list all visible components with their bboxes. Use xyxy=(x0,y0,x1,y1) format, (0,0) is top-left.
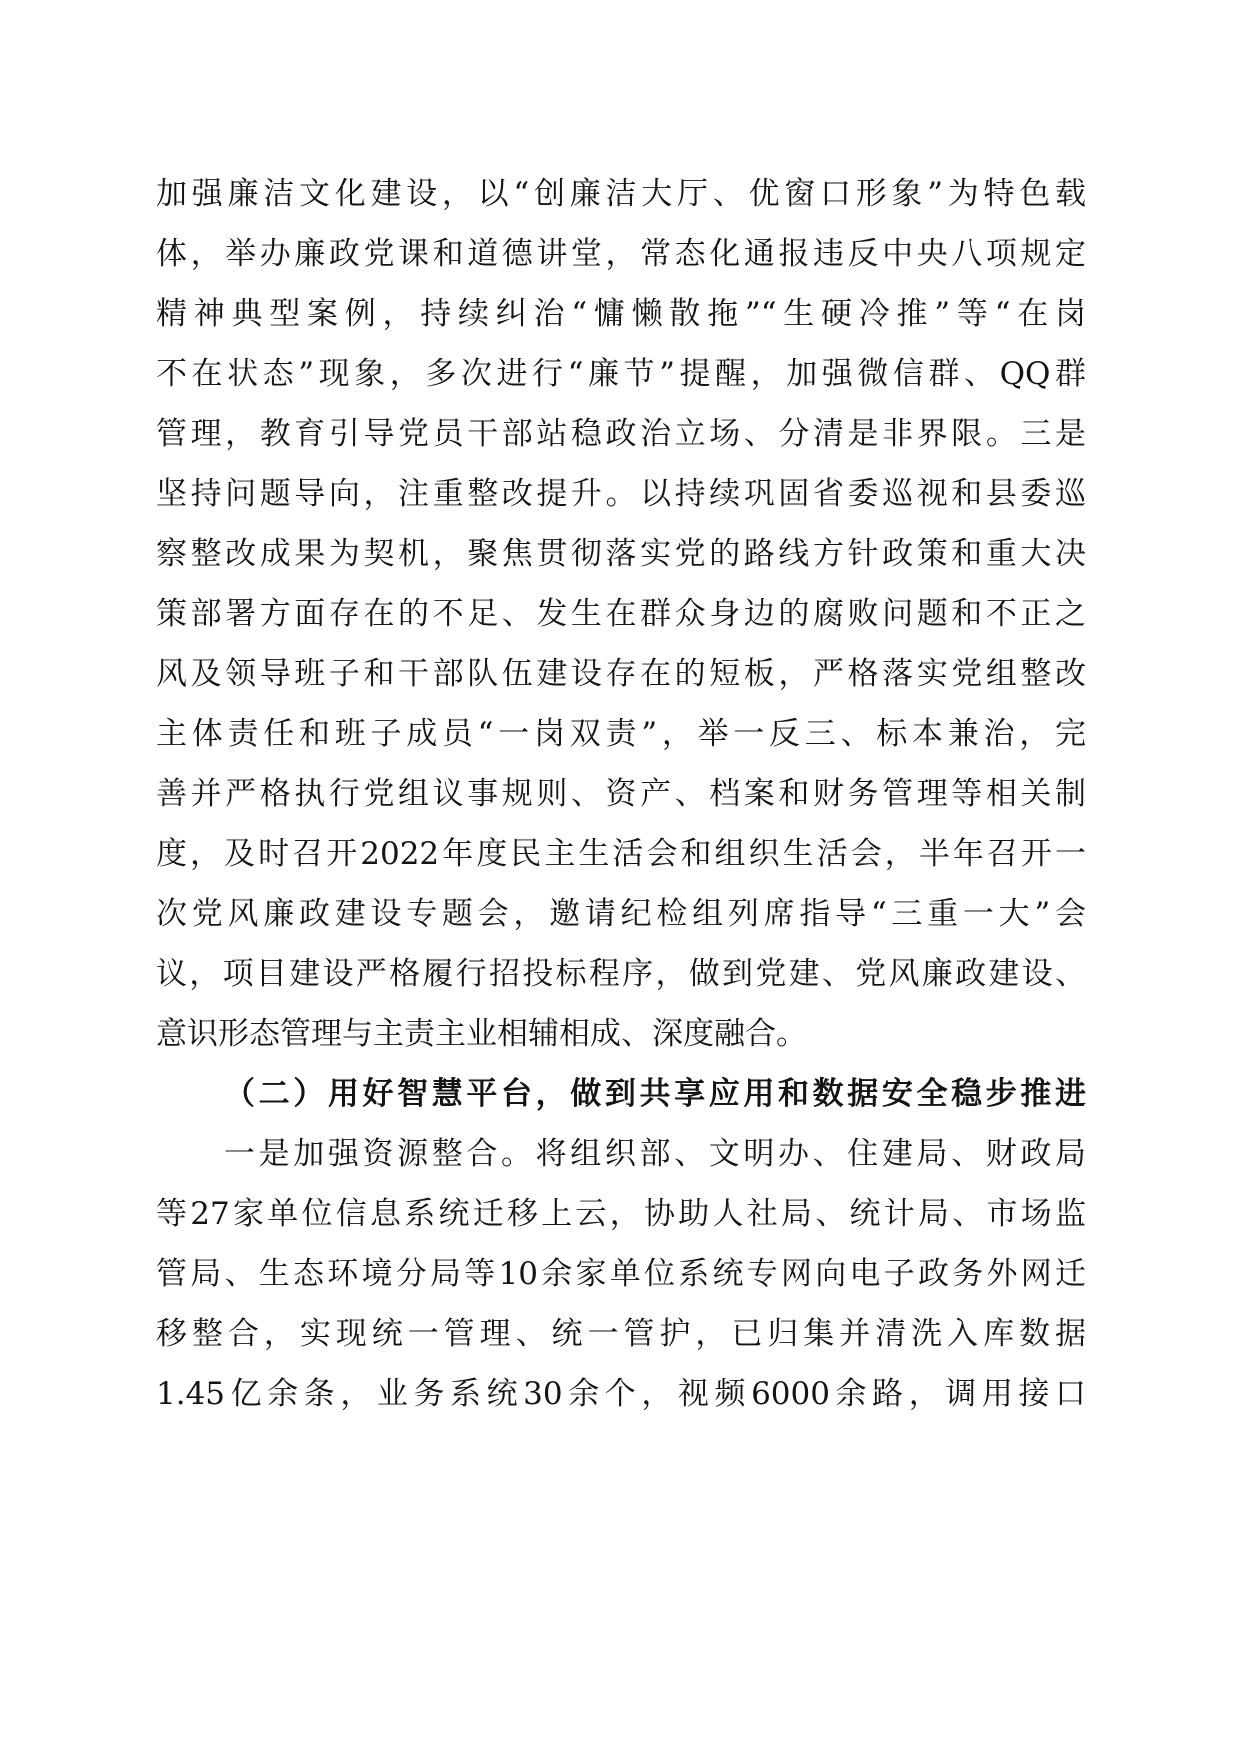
paragraph-line: 一是加强资源整合。将组织部、文明办、住建局、财政局 xyxy=(224,1136,1086,1172)
paragraph-line: 次党风廉政建设专题会，邀请纪检组列席指导“三重一大”会 xyxy=(156,896,1086,932)
paragraph-line: 察整改成果为契机，聚焦贯彻落实党的路线方针政策和重大决 xyxy=(156,536,1086,572)
paragraph-line: 不在状态”现象，多次进行“廉节”提醒，加强微信群、QQ群 xyxy=(156,356,1086,392)
paragraph-line: 坚持问题导向，注重整改提升。以持续巩固省委巡视和县委巡 xyxy=(156,476,1086,512)
paragraph-line: 主体责任和班子成员“一岗双责”，举一反三、标本兼治，完 xyxy=(156,716,1086,752)
paragraph-line: 1.45亿余条，业务系统30余个，视频6000余路，调用接口 xyxy=(156,1376,1086,1412)
paragraph-line: 移整合，实现统一管理、统一管护，已归集并清洗入库数据 xyxy=(156,1316,1086,1352)
paragraph-line: 管理，教育引导党员干部站稳政治立场、分清是非界限。三是 xyxy=(156,416,1086,452)
paragraph-line: 议，项目建设严格履行招投标程序，做到党建、党风廉政建设、 xyxy=(156,956,1086,992)
paragraph-line: 等27家单位信息系统迁移上云，协助人社局、统计局、市场监 xyxy=(156,1196,1086,1232)
paragraph-line: 管局、生态环境分局等10余家单位系统专网向电子政务外网迁 xyxy=(156,1256,1086,1292)
paragraph-line: 体，举办廉政党课和道德讲堂，常态化通报违反中央八项规定 xyxy=(156,236,1086,272)
paragraph-line: 加强廉洁文化建设，以“创廉洁大厅、优窗口形象”为特色载 xyxy=(156,176,1086,212)
paragraph-line: 风及领导班子和干部队伍建设存在的短板，严格落实党组整改 xyxy=(156,656,1086,692)
paragraph-line: 度，及时召开2022年度民主生活会和组织生活会，半年召开一 xyxy=(156,836,1086,872)
paragraph-line: 策部署方面存在的不足、发生在群众身边的腐败问题和不正之 xyxy=(156,596,1086,632)
section-heading: （二）用好智慧平台，做到共享应用和数据安全稳步推进 xyxy=(224,1076,1086,1112)
paragraph-line: 精神典型案例，持续纠治“慵懒散拖”“生硬冷推”等“在岗 xyxy=(156,296,1086,332)
paragraph-line: 善并严格执行党组议事规则、资产、档案和财务管理等相关制 xyxy=(156,776,1086,812)
paragraph-line: 意识形态管理与主责主业相辅相成、深度融合。 xyxy=(156,1016,807,1052)
